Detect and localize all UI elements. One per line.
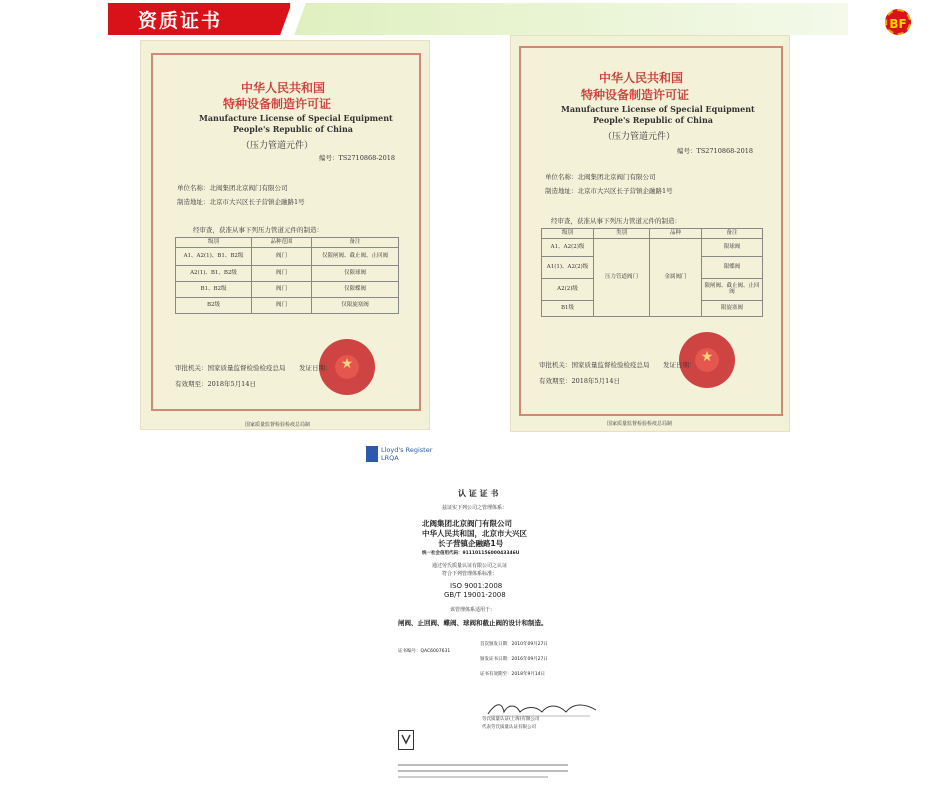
lloyds-date-3: 证书有效期至：2018年9月14日: [480, 672, 546, 677]
fine-print: [398, 770, 568, 772]
cert-number: 编号：TS2710868-2018: [677, 147, 753, 155]
table-cell: 限蝶阀: [702, 256, 763, 278]
table-cell: B1级: [542, 300, 594, 316]
lloyds-scope: 闸阀、止回阀、蝶阀、球阀和截止阀的设计和制造。: [398, 619, 548, 627]
lloyds-location-2: 长子营镇企融路1号: [438, 539, 504, 548]
table-cell: 仅限旋塞阀: [312, 297, 399, 313]
cert-valid-date: 有效期至：2018年5月14日: [175, 380, 256, 388]
cert-title-cn-2: 特种设备制造许可证: [223, 97, 332, 111]
cert-authority: 审批机关：国家质量监督检验检疫总局: [175, 364, 286, 372]
page-header: [108, 3, 907, 35]
cert-unit: 单位名称：北阀集团北京阀门有限公司: [545, 173, 656, 181]
cert-footer: 国家质量监督检验检疫总局制: [245, 422, 311, 428]
fine-print: [398, 776, 548, 778]
cert-issue-date: 发证日期：: [299, 364, 332, 372]
lloyds-logo-text-2: LRQA: [381, 454, 399, 462]
table-cell: B1、B2级: [176, 281, 252, 297]
cert-intro: 经审查，获准从事下列压力管道元件的制造：: [551, 217, 681, 225]
lloyds-date-2: 颁发证书日期：2016年09月27日: [480, 657, 548, 662]
cert-title-cn-1: 中华人民共和国: [241, 81, 326, 95]
table-cell: A2(2)级: [542, 278, 594, 300]
cert-address: 制造地址：北京市大兴区长子营镇企融路1号: [177, 198, 305, 206]
table-cell: 限旋塞阀: [702, 300, 763, 316]
lloyds-assessed-1: 通过劳氏质量认证有限公司之认证: [432, 563, 508, 569]
cert-footer: 国家质量监督检验检疫总局制: [607, 421, 673, 427]
cert-subtitle: （压力管道元件）: [241, 141, 314, 151]
table-cell: 仅限蝶阀: [312, 281, 399, 297]
cert-title-en-2: People's Republic of China: [233, 124, 353, 134]
cert-title-cn-2: 特种设备制造许可证: [581, 88, 690, 102]
table-cell: B2级: [176, 297, 252, 313]
table-cell: 限闸阀、截止阀、止回阀: [702, 278, 763, 300]
table-cell: A1、A2(1)、B1、B2级: [176, 247, 252, 265]
cert-authority: 审批机关：国家质量监督检验检疫总局: [539, 361, 650, 369]
table-cell: 阀门: [252, 281, 312, 297]
cert-intro: 经审查，获准从事下列压力管道元件的制造：: [193, 226, 323, 234]
fine-print: [398, 764, 568, 766]
lloyds-standard-2: GB/T 19001-2008: [444, 591, 506, 599]
lloyds-standard-1: ISO 9001:2008: [450, 582, 503, 590]
table-cell: 仅限闸阀、截止阀、止回阀: [312, 247, 399, 265]
table-cell: 限球阀: [702, 238, 763, 256]
certificate-right: [510, 35, 790, 432]
table-cell: A2(1)、B1、B2级: [176, 265, 252, 281]
lloyds-credit-code: 统一社会信用代码：91110115600043346U: [422, 551, 520, 556]
cert-title-en-2: People's Republic of China: [593, 115, 713, 125]
cert-table: 级别 类别 品种 备注 A1、A2(2)级 压力管道阀门 金属阀门 限球阀 A1(1)、A2(2)级 限蝶阀 A2(2)级 限闸阀、截止阀、止回阀 B1级 限旋塞阀: [541, 228, 763, 317]
lloyds-signer-1: 劳氏质量认证(上海)有限公司: [482, 717, 540, 722]
cert-unit: 单位名称：北阀集团北京阀门有限公司: [177, 184, 288, 192]
table-cell: A1(1)、A2(2)级: [542, 256, 594, 278]
lloyds-location-1: 中华人民共和国，北京市大兴区: [422, 529, 527, 538]
lloyds-company: 北阀集团北京阀门有限公司: [422, 519, 512, 528]
page-title: 资质证书: [138, 10, 223, 32]
lloyds-logo-text-1: Lloyd's Register: [381, 446, 433, 454]
lloyds-certificate: [381, 446, 728, 800]
lloyds-assessed-2: 符合下列管理体系标准：: [442, 571, 498, 577]
lloyds-intro: 兹证实下列公司之管理体系：: [442, 505, 508, 511]
table-cell: A1、A2(2)级: [542, 238, 594, 256]
table-cell: 压力管道阀门: [594, 238, 650, 316]
lloyds-title: 认 证 证 书: [458, 489, 499, 498]
cert-valid-date: 有效期至：2018年5月14日: [539, 377, 620, 385]
table-cell: 阀门: [252, 297, 312, 313]
lloyds-scope-intro: 该管理体系适用于：: [450, 607, 496, 613]
table-cell: 金属阀门: [650, 238, 702, 316]
lloyds-signer-2: 代表劳氏质量认证有限公司: [482, 725, 536, 730]
ukas-mark-icon: [398, 730, 414, 750]
cert-issue-date: 发证日期：: [663, 361, 696, 369]
cert-address: 制造地址：北京市大兴区长子营镇企融路1号: [545, 187, 673, 195]
table-cell: 仅限球阀: [312, 265, 399, 281]
cert-number: 编号：TS2710868-2018: [319, 154, 395, 162]
cert-title-en-1: Manufacture License of Special Equipment: [561, 104, 755, 114]
table-cell: 阀门: [252, 265, 312, 281]
header-strip: [288, 3, 848, 35]
lloyds-cert-number: 证书编号：QAC6007631: [398, 649, 451, 654]
cert-table: 级别 品种范围 备注 A1、A2(1)、B1、B2级 阀门 仅限闸阀、截止阀、止回阀 A2(1)、B1、B2级 阀门 仅限球阀 B1、B2级 阀门 仅限蝶阀 B2级 阀门 仅限旋塞阀: [175, 237, 399, 314]
certificate-left: [140, 40, 430, 430]
cert-title-cn-1: 中华人民共和国: [599, 71, 684, 85]
bf-logo: BF: [885, 9, 911, 35]
cert-subtitle: （压力管道元件）: [603, 132, 676, 142]
cert-title-en-1: Manufacture License of Special Equipment: [199, 113, 393, 123]
lloyds-date-1: 首次颁发日期：2010年09月27日: [480, 642, 548, 647]
table-cell: 阀门: [252, 247, 312, 265]
lloyds-logo-icon: [366, 446, 378, 462]
